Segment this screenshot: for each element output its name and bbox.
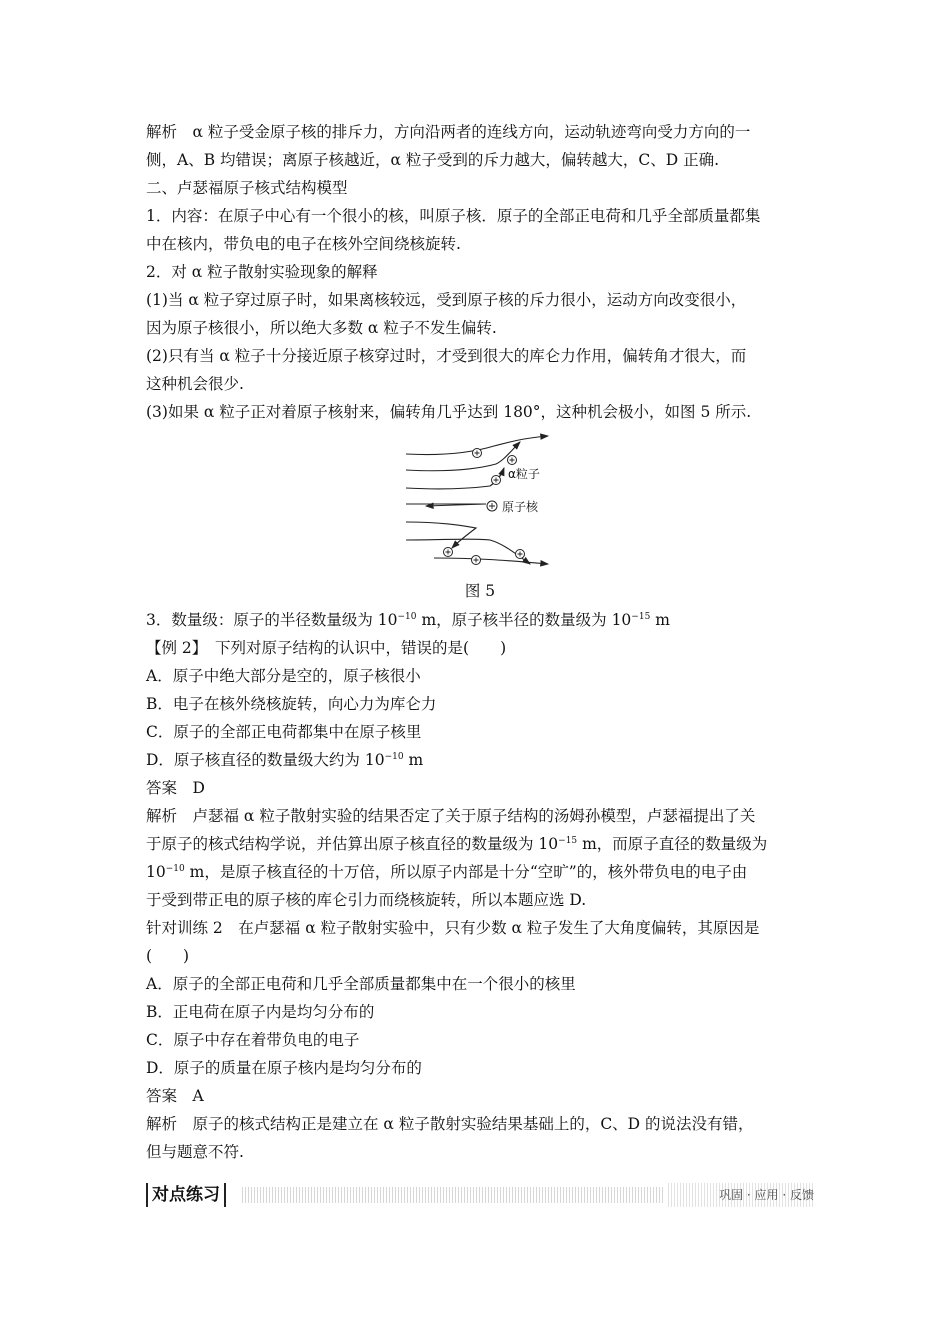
text-span: m，原子核半径的数量级为 10 [416, 611, 632, 629]
text-line: (1)当 α 粒子穿过原子时，如果离核较远，受到原子核的斥力很小，运动方向改变很小， [146, 291, 747, 309]
page-content [146, 118, 814, 1166]
text-span: D．原子核直径的数量级大约为 10 [146, 751, 385, 769]
analysis-line: 解析 卢瑟福 α 粒子散射实验的结果否定了关于原子结构的汤姆孙模型，卢瑟福提出了关 [146, 807, 756, 825]
alpha-particle-label: α粒子 [508, 467, 540, 481]
text-line: (3)如果 α 粒子正对着原子核射来，偏转角几乎达到 180°，这种机会极小，如图 5 所示. [146, 403, 752, 421]
option-line: B．正电荷在原子内是均匀分布的 [146, 1003, 375, 1021]
option-line: B．电子在核外绕核旋转，向心力为库仑力 [146, 695, 437, 713]
analysis-line [146, 858, 814, 886]
figure-caption: 图 5 [464, 582, 496, 600]
option-line: A．原子中绝大部分是空的，原子核很小 [146, 667, 421, 685]
option-line: C．原子中存在着带负电的电子 [146, 1031, 360, 1049]
text-line: 因为原子核很小，所以绝大多数 α 粒子不发生偏转. [146, 319, 497, 337]
exponent: −10 [165, 864, 185, 874]
banner-title: 对点练习 [146, 1183, 226, 1207]
text-line: 1．内容：在原子中心有一个很小的核，叫原子核．原子的全部正电荷和几乎全部质量都集 [146, 207, 761, 225]
magnitude-line [146, 606, 814, 634]
trajectory-line [406, 539, 530, 564]
section-heading: 二、卢瑟福原子核式结构模型 [146, 179, 348, 197]
option-line: C．原子的全部正电荷都集中在原子核里 [146, 723, 422, 741]
analysis-line [146, 830, 814, 858]
nucleus-label: 原子核 [502, 500, 539, 514]
question-blank: ( ) [146, 947, 190, 965]
exponent: −10 [384, 752, 404, 762]
section-banner [146, 1183, 814, 1207]
text-span: m [403, 751, 424, 769]
text-line: 解析 α 粒子受金原子核的排斥力，方向沿两者的连线方向，运动轨迹弯向受力方向的一 [146, 123, 751, 141]
text-span: 10 [146, 863, 166, 881]
section-lines-a [146, 118, 814, 426]
exponent: −15 [558, 836, 578, 846]
text-line: 侧，A、B 均错误；离原子核越近，α 粒子受到的斥力越大，偏转越大，C、D 正确. [146, 151, 720, 169]
trajectory-line [406, 522, 476, 548]
text-span: 3．数量级：原子的半径数量级为 10 [146, 611, 398, 629]
answer-line: 答案 D [146, 779, 205, 797]
banner-tag: 巩固 · 应用 · 反馈 [668, 1183, 814, 1207]
option-line: A．原子的全部正电荷和几乎全部质量都集中在一个很小的核里 [146, 975, 576, 993]
text-line: 2．对 α 粒子散射实验现象的解释 [146, 263, 378, 281]
text-span: m [650, 611, 670, 629]
text-line: 中在核内，带负电的电子在核外空间绕核旋转. [146, 235, 461, 253]
analysis-line: 解析 原子的核式结构正是建立在 α 粒子散射实验结果基础上的，C、D 的说法没有错， [146, 1115, 754, 1133]
text-span: m，是原子核直径的十万倍，所以原子内部是十分“空旷”的，核外带负电的电子由 [184, 863, 748, 881]
scattering-figure [146, 430, 814, 576]
alpha-scattering-diagram [404, 430, 554, 576]
analysis-line: 但与题意不符. [146, 1143, 244, 1161]
option-line: D．原子的质量在原子核内是均匀分布的 [146, 1059, 422, 1077]
text-span: m，而原子直径的数量级为 [577, 835, 768, 853]
example-2 [146, 634, 814, 914]
exponent: −15 [631, 612, 651, 622]
answer-line: 答案 A [146, 1087, 204, 1105]
trajectory-line [406, 442, 520, 471]
banner-pattern [242, 1187, 664, 1203]
question-text: 针对训练 2 在卢瑟福 α 粒子散射实验中，只有少数 α 粒子发生了大角度偏转，其原因是 [146, 919, 760, 937]
training-2 [146, 914, 814, 1166]
text-span: 于原子的核式结构学说，并估算出原子核直径的数量级为 10 [146, 835, 559, 853]
trajectory-line [434, 558, 548, 564]
text-line: 这种机会很少. [146, 375, 244, 393]
exponent: −10 [397, 612, 417, 622]
text-line: (2)只有当 α 粒子十分接近原子核穿过时，才受到很大的库仑力作用，偏转角才很大，而 [146, 347, 747, 365]
trajectory-line [406, 504, 486, 506]
analysis-line: 于受到带正电的原子核的库仑引力而绕核旋转，所以本题应选 D. [146, 891, 587, 909]
option-line [146, 746, 814, 774]
question-text: 【例 2】 下列对原子结构的认识中，错误的是( ) [146, 639, 507, 657]
